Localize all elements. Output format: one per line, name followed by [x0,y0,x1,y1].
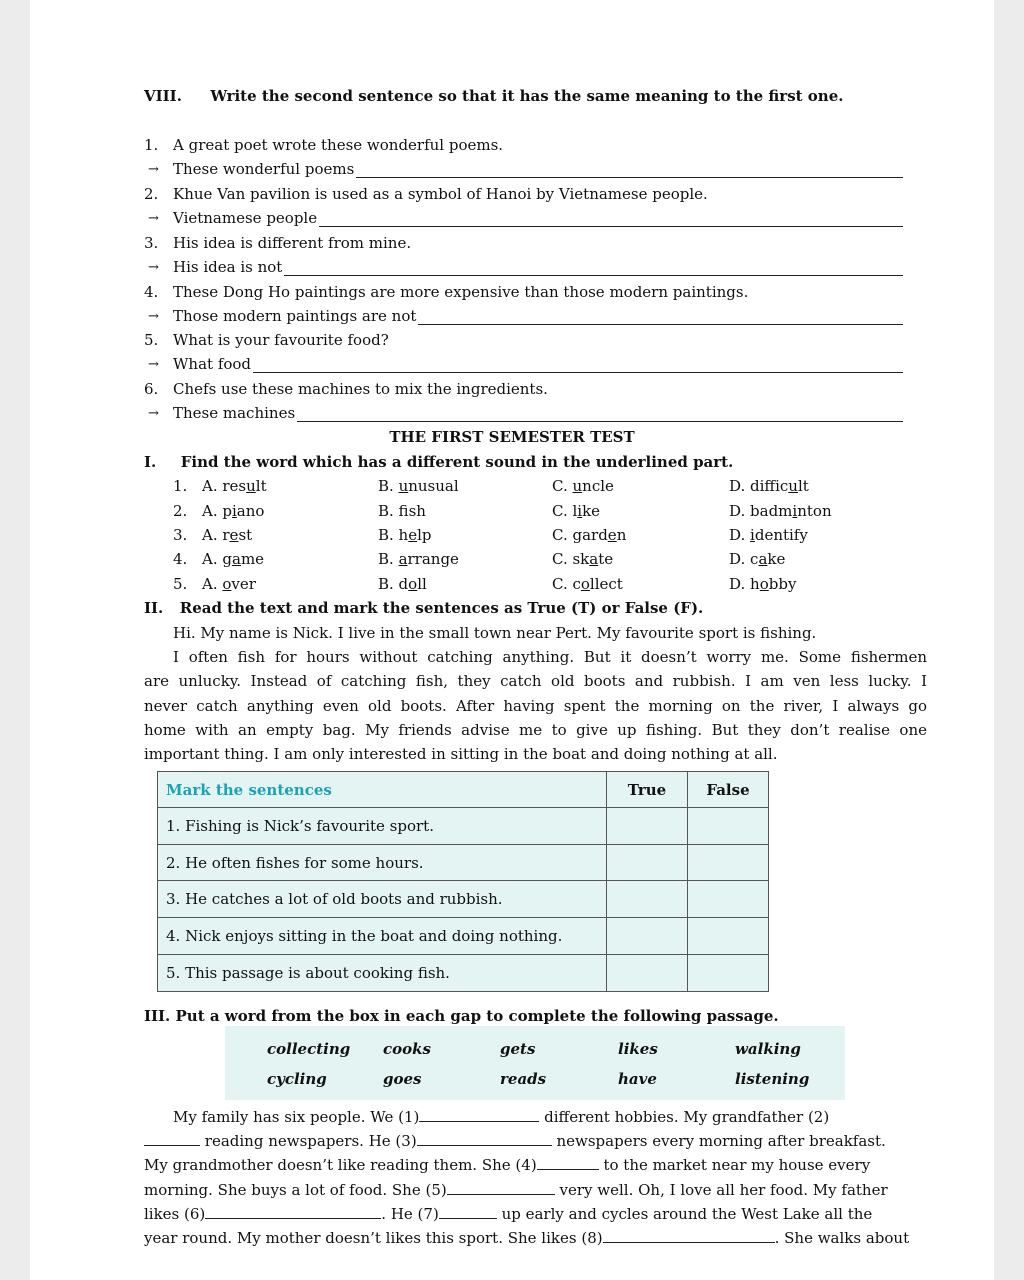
option-text: lt [797,477,809,495]
answer-option-a[interactable] [202,526,252,544]
part-instruction: Find the word which has a different sound in the underlined part. [180,453,734,471]
word-option: collecting [267,1040,351,1058]
part-1-heading [144,453,733,471]
question-number: 3. [144,234,159,252]
table-row [158,918,769,955]
option-text: B. h [378,526,409,544]
option-text: ke [767,550,786,568]
reading-line: are unlucky. Instead of catching fish, they catch old boots and rubbish. I am ven less lucky. I [144,672,927,690]
question-number: 4. [144,283,159,301]
word-box [225,1026,845,1100]
passage-text: very well. Oh, I love all her food. My father [559,1181,888,1199]
option-text: B. d [378,575,409,593]
true-false-table [157,771,769,992]
option-text: C. gard [552,526,608,544]
underlined-letters: a [398,550,408,568]
worksheet-page [30,0,994,1280]
option-text: A. r [202,526,230,544]
table-row [158,808,769,845]
true-cell[interactable] [607,955,688,992]
word-option: have [618,1070,657,1088]
underlined-letters: a [589,550,599,568]
table-header-row [158,772,769,808]
option-row-number: 5. [173,575,188,593]
gap-7-blank[interactable] [439,1204,497,1219]
question-sentence: What is your favourite food? [173,331,389,349]
underlined-letters: u [572,477,583,495]
statement-cell: 3. He catches a lot of old boots and rubbish. [158,881,607,918]
reading-line: Hi. My name is Nick. I live in the small town near Pert. My favourite sport is fishing. [173,624,817,642]
section-number: VIII. [144,87,182,105]
answer-option-b[interactable] [378,526,432,544]
gap-4-blank[interactable] [537,1155,599,1170]
gap-6-blank[interactable] [205,1204,381,1219]
option-text: C. l [552,502,578,520]
underlined-letters: u [246,477,256,495]
option-text: B. [378,477,399,495]
answer-blank[interactable] [418,324,903,325]
passage-line [144,1131,886,1150]
answer-option-d[interactable] [729,575,796,593]
option-text: dentify [754,526,808,544]
passage-text: . He (7) [381,1205,439,1223]
option-text: C. c [552,575,581,593]
test-title: THE FIRST SEMESTER TEST [389,428,635,446]
question-number: 2. [144,185,159,203]
option-text: D. diffic [729,477,789,495]
passage-text: newspapers every morning after breakfast. [556,1132,886,1150]
part-instruction: Read the text and mark the sentences as True (T) or False (F). [179,599,704,617]
reading-line: home with an empty bag. My friends advise me to give up fishing. But they don’t realise one [144,721,927,739]
answer-option-a[interactable] [202,575,256,593]
option-text: B. f [378,502,409,520]
passage-line [173,1107,829,1126]
passage-text: year round. My mother doesn’t likes this sport. She likes (8) [144,1229,603,1247]
underlined-letters: o [580,575,590,593]
answer-option-c[interactable] [552,526,626,544]
option-text: nton [797,502,832,520]
passage-text: reading newspapers. He (3) [204,1132,417,1150]
option-text: ke [582,502,601,520]
option-text: n [616,526,627,544]
passage-text: different hobbies. My grandfather (2) [544,1108,830,1126]
underlined-letters: e [607,526,617,544]
underlined-letters: u [398,477,409,495]
answer-prompt: Vietnamese people [173,209,318,227]
table-row [158,955,769,992]
word-option: cycling [267,1070,327,1088]
word-option: gets [500,1040,536,1058]
arrow-icon: → [148,357,159,372]
part-number: I. [144,453,157,471]
option-row-number: 2. [173,502,188,520]
answer-option-d[interactable] [729,477,809,495]
passage-text: to the market near my house every [603,1156,871,1174]
answer-prompt: These wonderful poems [173,160,355,178]
question-sentence: A great poet wrote these wonderful poems. [173,136,504,154]
option-text: ncle [582,477,614,495]
part-2-heading [144,599,703,617]
word-option: likes [618,1040,658,1058]
answer-option-b[interactable] [378,502,426,520]
option-text: nusual [408,477,459,495]
answer-option-a[interactable] [202,477,267,495]
option-text: C. sk [552,550,590,568]
passage-line [144,1204,872,1223]
underlined-letters: e [229,526,239,544]
answer-option-c[interactable] [552,502,600,520]
option-text: D. [729,526,751,544]
question-number: 1. [144,136,159,154]
underlined-letters: a [758,550,768,568]
gap-3-blank[interactable] [417,1131,552,1146]
option-text: A. p [202,502,232,520]
option-text: lp [417,526,432,544]
statement-cell: 5. This passage is about cooking fish. [158,955,607,992]
reading-line: important thing. I am only interested in sitting in the boat and doing nothing at all. [144,745,778,763]
word-option: cooks [383,1040,431,1058]
gap-2-blank[interactable] [144,1131,200,1146]
option-text: ano [236,502,265,520]
word-option: listening [735,1070,810,1088]
answer-prompt: Those modern paintings are not [173,307,417,325]
option-text: me [240,550,265,568]
answer-option-a[interactable] [202,550,264,568]
option-text: lt [255,477,267,495]
word-option: walking [735,1040,801,1058]
underlined-letters: i [577,502,583,520]
answer-blank[interactable] [319,226,903,227]
answer-option-c[interactable] [552,477,614,495]
option-text: A. g [202,550,232,568]
arrow-icon: → [148,406,159,421]
reading-line: never catch anything even old boots. After having spent the morning on the river, I always go [144,697,927,715]
option-text: te [598,550,614,568]
arrow-icon: → [148,162,159,177]
answer-option-c[interactable] [552,575,623,593]
answer-option-b[interactable] [378,575,427,593]
part-number: III. [144,1007,171,1025]
gap-1-blank[interactable] [419,1107,539,1122]
false-cell[interactable] [688,845,769,881]
answer-option-d[interactable] [729,502,832,520]
passage-text: My grandmother doesn’t like reading them. She (4) [144,1156,537,1174]
option-row-number: 1. [173,477,188,495]
underlined-letters: a [231,550,241,568]
option-text: rrange [407,550,459,568]
answer-prompt: What food [173,355,252,373]
true-cell[interactable] [607,918,688,955]
answer-blank[interactable] [297,421,903,422]
option-text: B. [378,550,399,568]
option-row-number: 3. [173,526,188,544]
answer-option-a[interactable] [202,502,264,520]
section-8-heading [144,87,843,105]
option-text: sh [408,502,426,520]
header-false: False [688,772,769,808]
statement-cell: 4. Nick enjoys sitting in the boat and doing nothing. [158,918,607,955]
part-3-heading [144,1007,779,1025]
underlined-letters: i [792,502,798,520]
option-text: D. c [729,550,759,568]
answer-option-b[interactable] [378,550,459,568]
option-text: st [238,526,253,544]
answer-blank[interactable] [253,372,903,373]
answer-option-b[interactable] [378,477,459,495]
answer-prompt: His idea is not [173,258,283,276]
answer-blank[interactable] [356,177,903,178]
underlined-letters: i [231,502,237,520]
true-cell[interactable] [607,845,688,881]
gap-8-blank[interactable] [603,1228,775,1243]
option-text: bby [768,575,797,593]
question-number: 5. [144,331,159,349]
option-text: ll [417,575,427,593]
word-option: reads [500,1070,547,1088]
answer-option-d[interactable] [729,550,785,568]
word-option: goes [383,1070,422,1088]
part-number: II. [144,599,164,617]
answer-option-c[interactable] [552,550,613,568]
option-text: llect [589,575,623,593]
underlined-letters: o [222,575,232,593]
option-row-number: 4. [173,550,188,568]
passage-line [144,1180,888,1199]
passage-text: . She walks about [774,1229,910,1247]
false-cell[interactable] [688,955,769,992]
option-text: A. [202,575,223,593]
passage-text: likes (6) [144,1205,206,1223]
underlined-letters: u [788,477,798,495]
question-sentence: Khue Van pavilion is used as a symbol of Hanoi by Vietnamese people. [173,185,708,203]
table-row [158,881,769,918]
option-text: A. res [202,477,247,495]
question-sentence: His idea is different from mine. [173,234,412,252]
false-cell[interactable] [688,808,769,845]
statement-cell: 2. He often fishes for some hours. [158,845,607,881]
gap-5-blank[interactable] [447,1180,555,1195]
underlined-letters: e [408,526,418,544]
section-instruction: Write the second sentence so that it has the same meaning to the first one. [210,87,844,105]
false-cell[interactable] [688,881,769,918]
reading-line: I often fish for hours without catching anything. But it doesn’t worry me. Some fishermen [173,648,927,666]
part-instruction: Put a word from the box in each gap to complete the following passage. [175,1007,779,1025]
passage-text: morning. She buys a lot of food. She (5) [144,1181,447,1199]
underlined-letters: i [750,526,755,544]
passage-text: My family has six people. We (1) [173,1108,420,1126]
passage-line [144,1228,909,1247]
question-sentence: These Dong Ho paintings are more expensive than those modern paintings. [173,283,749,301]
answer-prompt: These machines [173,404,296,422]
passage-text: up early and cycles around the West Lake all the [501,1205,873,1223]
header-true: True [607,772,688,808]
table-row [158,845,769,881]
option-text: C. [552,477,573,495]
false-cell[interactable] [688,918,769,955]
underlined-letters: o [408,575,418,593]
answer-blank[interactable] [284,275,903,276]
option-text: D. badm [729,502,793,520]
answer-option-d[interactable] [729,526,808,544]
option-text: ver [231,575,256,593]
arrow-icon: → [148,260,159,275]
passage-line [144,1155,870,1174]
underlined-letters: o [759,575,769,593]
arrow-icon: → [148,309,159,324]
question-sentence: Chefs use these machines to mix the ingredients. [173,380,548,398]
true-cell[interactable] [607,881,688,918]
question-number: 6. [144,380,159,398]
true-cell[interactable] [607,808,688,845]
statement-cell: 1. Fishing is Nick’s favourite sport. [158,808,607,845]
header-sentences: Mark the sentences [158,772,607,808]
arrow-icon: → [148,211,159,226]
option-text: D. h [729,575,760,593]
